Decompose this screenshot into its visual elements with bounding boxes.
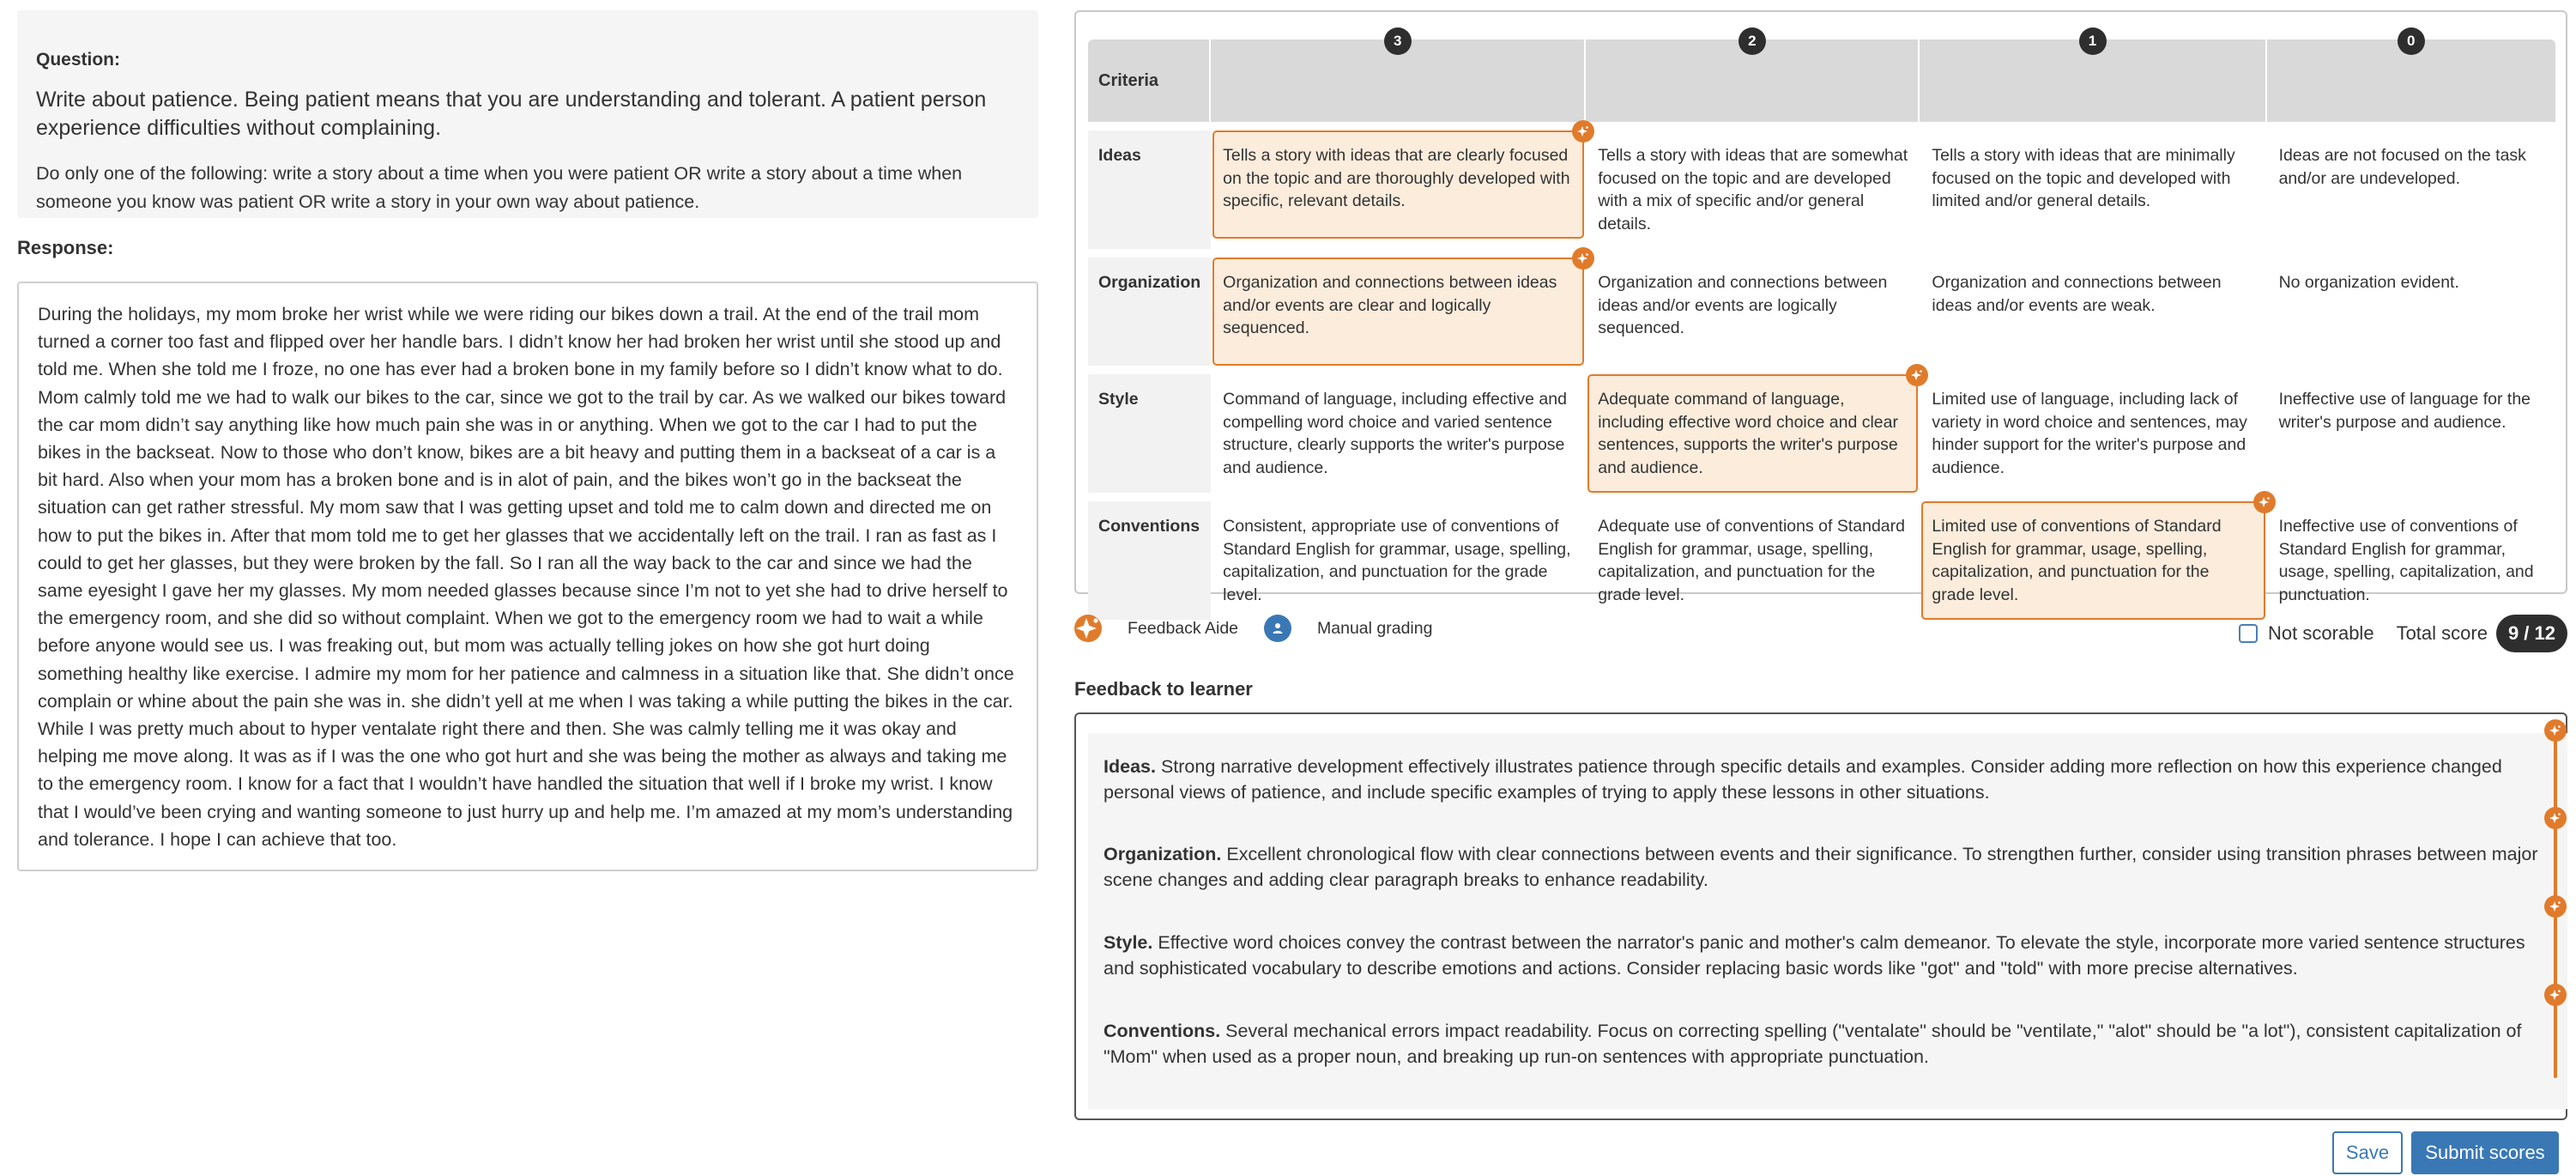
- rubric-cell-wrapper: [1211, 258, 1586, 366]
- criterion-label: Style: [1088, 374, 1211, 493]
- sparkle-icon: [2544, 807, 2567, 829]
- rubric-cell-selected[interactable]: [1212, 258, 1584, 366]
- rubric-cell[interactable]: [1212, 374, 1584, 493]
- rubric-row-ideas: [1088, 130, 2555, 249]
- rubric-cell-text: No organization evident.: [2278, 273, 2459, 292]
- rubric-cell-wrapper: [1586, 258, 1920, 366]
- criteria-header-label: Criteria: [1098, 70, 1159, 90]
- score-badge: 2: [1738, 27, 1766, 55]
- rubric-table: [1088, 33, 2555, 620]
- rubric-row-style: [1088, 374, 2555, 493]
- rubric-cell-text: Adequate use of conventions of Standard English for grammar, usage, spelling, capitalization, and punctuation for the grade level.: [1598, 517, 1905, 604]
- total-score-label: Total score: [2396, 622, 2488, 644]
- score-header-3: [1211, 33, 1586, 122]
- rubric-panel: [1074, 10, 2567, 604]
- rubric-cell-wrapper: [2267, 130, 2555, 249]
- rubric-cell-selected[interactable]: [1587, 374, 1918, 493]
- feedback-box[interactable]: [1074, 712, 2567, 1120]
- criterion-label: Ideas: [1088, 130, 1211, 249]
- question-box: [17, 10, 1038, 218]
- rubric-cell-text: Limited use of language, including lack of variety in word choice and sentences, may hinder support for the writer's purpose and audience.: [1932, 390, 2247, 477]
- rubric-cell[interactable]: [1587, 258, 1918, 366]
- feedback-item-title: Ideas.: [1104, 756, 1156, 777]
- score-area: [2239, 615, 2567, 652]
- rubric-cell-text: Adequate command of language, including effective word choice and clear sentences, supports the writer's purpose and audience.: [1598, 390, 1898, 477]
- rubric-row-conventions: [1088, 501, 2555, 620]
- rubric-cell-text: Ineffective use of conventions of Standard English for grammar, usage, spelling, capitalization, and punctuation.: [2278, 517, 2534, 604]
- rubric-cell-text: Ineffective use of language for the writer's purpose and audience.: [2278, 390, 2531, 432]
- submit-scores-button[interactable]: Submit scores: [2411, 1131, 2559, 1174]
- rubric-cell-wrapper: [1211, 130, 1586, 249]
- rubric-cell[interactable]: [1587, 130, 1918, 249]
- rubric-header-row: [1088, 39, 2555, 122]
- rubric-cell-wrapper: [1920, 258, 2266, 366]
- rubric-cell-wrapper: [1586, 501, 1920, 620]
- score-header-0: [2267, 33, 2555, 122]
- response-label: Response:: [17, 237, 114, 258]
- rubric-cell[interactable]: [1921, 258, 2265, 366]
- rubric-cell-wrapper: [1920, 501, 2266, 620]
- feedback-item-text: Effective word choices convey the contrast between the narrator's panic and mother's calm demeanor. To elevate the style, incorporate more varied sentence structures and sophisticated vocabulary to describe emotions and actions. Consider replacing basic words like "got" and "told" with more precise alternatives.: [1104, 932, 2525, 979]
- feedback-label: Feedback to learner: [1074, 678, 1253, 700]
- rubric-cell-wrapper: [2267, 501, 2555, 620]
- rubric-cell-text: Command of language, including effective and compelling word choice and varied sentence structure, clearly supports the writer's purpose and audience.: [1223, 390, 1567, 477]
- rubric-cell[interactable]: [2269, 258, 2554, 366]
- rubric-cell-text: Tells a story with ideas that are minimally focused on the topic and developed with limited and/or general details.: [1932, 146, 2235, 210]
- score-header-1: [1920, 33, 2266, 122]
- rubric-cell-wrapper: [1211, 501, 1586, 620]
- rubric-cell-text: Tells a story with ideas that are clearly focused on the topic and are thoroughly developed with specific, relevant details.: [1223, 146, 1570, 210]
- feedback-item[interactable]: [1088, 997, 2567, 1109]
- rubric-cell-text: Consistent, appropriate use of conventions of Standard English for grammar, usage, spelling, capitalization, and punctuation for the grade level.: [1223, 517, 1571, 604]
- rubric-cell-wrapper: [1920, 374, 2266, 493]
- score-badge: 0: [2398, 27, 2425, 55]
- rubric-cell-wrapper: [1586, 130, 1920, 249]
- rubric-cell[interactable]: [1921, 130, 2265, 239]
- rubric-cell-text: Organization and connections between ideas and/or events are weak.: [1932, 273, 2222, 315]
- sparkle-icon: [1074, 615, 1102, 642]
- feedback-item-title: Organization.: [1104, 844, 1222, 864]
- left-panel: [17, 10, 1038, 871]
- user-icon: [1264, 615, 1291, 642]
- rubric-cell-selected[interactable]: [1212, 130, 1584, 239]
- feedback-item-title: Conventions.: [1104, 1021, 1221, 1041]
- save-button[interactable]: Save: [2332, 1131, 2403, 1174]
- sparkle-icon: [2544, 984, 2567, 1006]
- feedback-item-text: Strong narrative development effectively illustrates patience through specific details and examples. Consider adding more reflection on how this experience changed personal views of patience, and include specific examples of trying to apply these lessons in other situations.: [1104, 756, 2502, 803]
- feedback-item-title: Style.: [1104, 932, 1153, 953]
- rubric-cell-wrapper: [1920, 130, 2266, 249]
- rubric-row-organization: [1088, 258, 2555, 366]
- not-scorable-checkbox[interactable]: [2239, 624, 2258, 643]
- rubric-cell-wrapper: [1211, 374, 1586, 493]
- sparkle-icon: [2544, 719, 2567, 742]
- rubric-cell[interactable]: [2269, 374, 2554, 482]
- question-prompt: Write about patience. Being patient means that you are understanding and tolerant. A patient person experience difficulties without complaining.: [36, 88, 987, 140]
- row-spacer: [1088, 122, 2555, 130]
- rubric-cell[interactable]: [1212, 501, 1584, 620]
- rubric-cell-wrapper: [2267, 374, 2555, 493]
- total-score-badge: 9 / 12: [2496, 615, 2567, 652]
- sparkle-icon: [2253, 491, 2276, 513]
- score-badge: 3: [1384, 27, 1412, 55]
- legend-ai-label: Feedback Aide: [1128, 618, 1239, 638]
- question-label: Question:: [36, 50, 120, 70]
- row-spacer: [1088, 366, 2555, 374]
- criteria-header: [1088, 39, 1211, 122]
- row-spacer: [1088, 249, 2555, 258]
- response-text: During the holidays, my mom broke her wrist while we were riding our bikes down a trail. At the end of the trail mom turned a corner too fast and flipped over her handle bars. I didn’t know her had broken her wrist until she stood up and told me. When she told me I froze, no one has ever had a broken bone in my family before so I didn’t know what to do. Mom calmly told me we had to walk our bikes to the car, since we got to the trail by car. As we walked our bikes toward the car mom didn’t say anything like how much pain she was in or anything. When we got to the car I had to put the bikes in the backseat. Now to those who don’t know, bikes are a bit heavy and putting them in a backseat of a car is a bit hard. Also when your mom has a broken bone and is in alot of pain, and the bikes won’t go in the backseat the situation can get rather stressful. My mom saw that I was getting upset and told me to calm down and directed me on how to put the bikes in. After that mom told me to get her glasses that we accidentally left on the trail. I ran as fast as I could to get her glasses, but they were broken by the fall. So I ran all the way back to the car and since we had the same eyesight I gave her my glasses. My mom needed glasses because since I’m not to yet she had to drive herself to the emergency room, and she did so without complaint. When we got to the emergency room we had to wait a while before anyone would see us. I was freaking out, but mom was actually telling jokes on how she got hurt doing something healthy like exercise. I admire my mom for her patience and calmness in a situation like that. She didn’t once complain or whine about the pain she was in. she didn’t yell at me when I was taking a while putting the bikes in the car. While I was pretty much about to hyper ventalate right there and then. She was calmly telling me it was okay and helping me move along. It was as if I was the one who got hurt and she was being the mother as always and taking me to the emergency room. I know for a fact that I wouldn’t have handled the situation that well if I broke my wrist. I know that I would’ve been crying and wanting someone to just hurry up and help me. I’m amazed at my mom’s understanding and tolerance. I hope I can achieve that too.: [17, 282, 1038, 871]
- rubric-cell-text: Limited use of conventions of Standard English for grammar, usage, spelling, capitalization, and punctuation for the grade level.: [1932, 517, 2222, 604]
- rubric-cell[interactable]: [1587, 501, 1918, 620]
- rubric-cell-selected[interactable]: [1921, 501, 2265, 620]
- legend-manual-label: Manual grading: [1317, 618, 1433, 638]
- rubric-cell-text: Ideas are not focused on the task and/or are undeveloped.: [2278, 146, 2526, 188]
- rubric-cell[interactable]: [1921, 374, 2265, 493]
- rubric-cell-text: Organization and connections between ideas and/or events are logically sequenced.: [1598, 273, 1888, 337]
- question-instructions: Do only one of the following: write a story about a time when you were patient OR write a story about a time when someone you know was patient OR write a story in your own way about patience.: [36, 163, 963, 212]
- row-spacer: [1088, 493, 2555, 501]
- criterion-label: Conventions: [1088, 501, 1211, 620]
- sparkle-icon: [2544, 895, 2567, 918]
- score-header-2: [1586, 33, 1920, 122]
- rubric-cell[interactable]: [2269, 130, 2554, 239]
- feedback-item-text: Excellent chronological flow with clear connections between events and their significance. To strengthen further, consider using transition phrases between major scene changes and adding clear paragraph breaks to enhance readability.: [1104, 844, 2538, 890]
- criterion-label: Organization: [1088, 258, 1211, 366]
- rubric-cell-wrapper: [1586, 374, 1920, 493]
- rubric-cell-wrapper: [2267, 258, 2555, 366]
- feedback-item-text: Several mechanical errors impact readability. Focus on correcting spelling ("ventalate" should be "ventilate," "alot" should be "a lot"), consistent capitalization of "Mom" when used as a proper noun, and breaking up run-on sentences with appropriate punctuation.: [1104, 1021, 2522, 1067]
- grading-legend: [1074, 615, 1458, 642]
- rubric-cell[interactable]: [2269, 501, 2554, 620]
- rubric-cell-text: Organization and connections between ideas and/or events are clear and logically sequenced.: [1223, 273, 1557, 337]
- not-scorable-label[interactable]: Not scorable: [2268, 622, 2374, 644]
- rubric-cell-text: Tells a story with ideas that are somewhat focused on the topic and are developed with a mix of specific and/or general details.: [1598, 146, 1908, 233]
- score-badge: 1: [2079, 27, 2107, 55]
